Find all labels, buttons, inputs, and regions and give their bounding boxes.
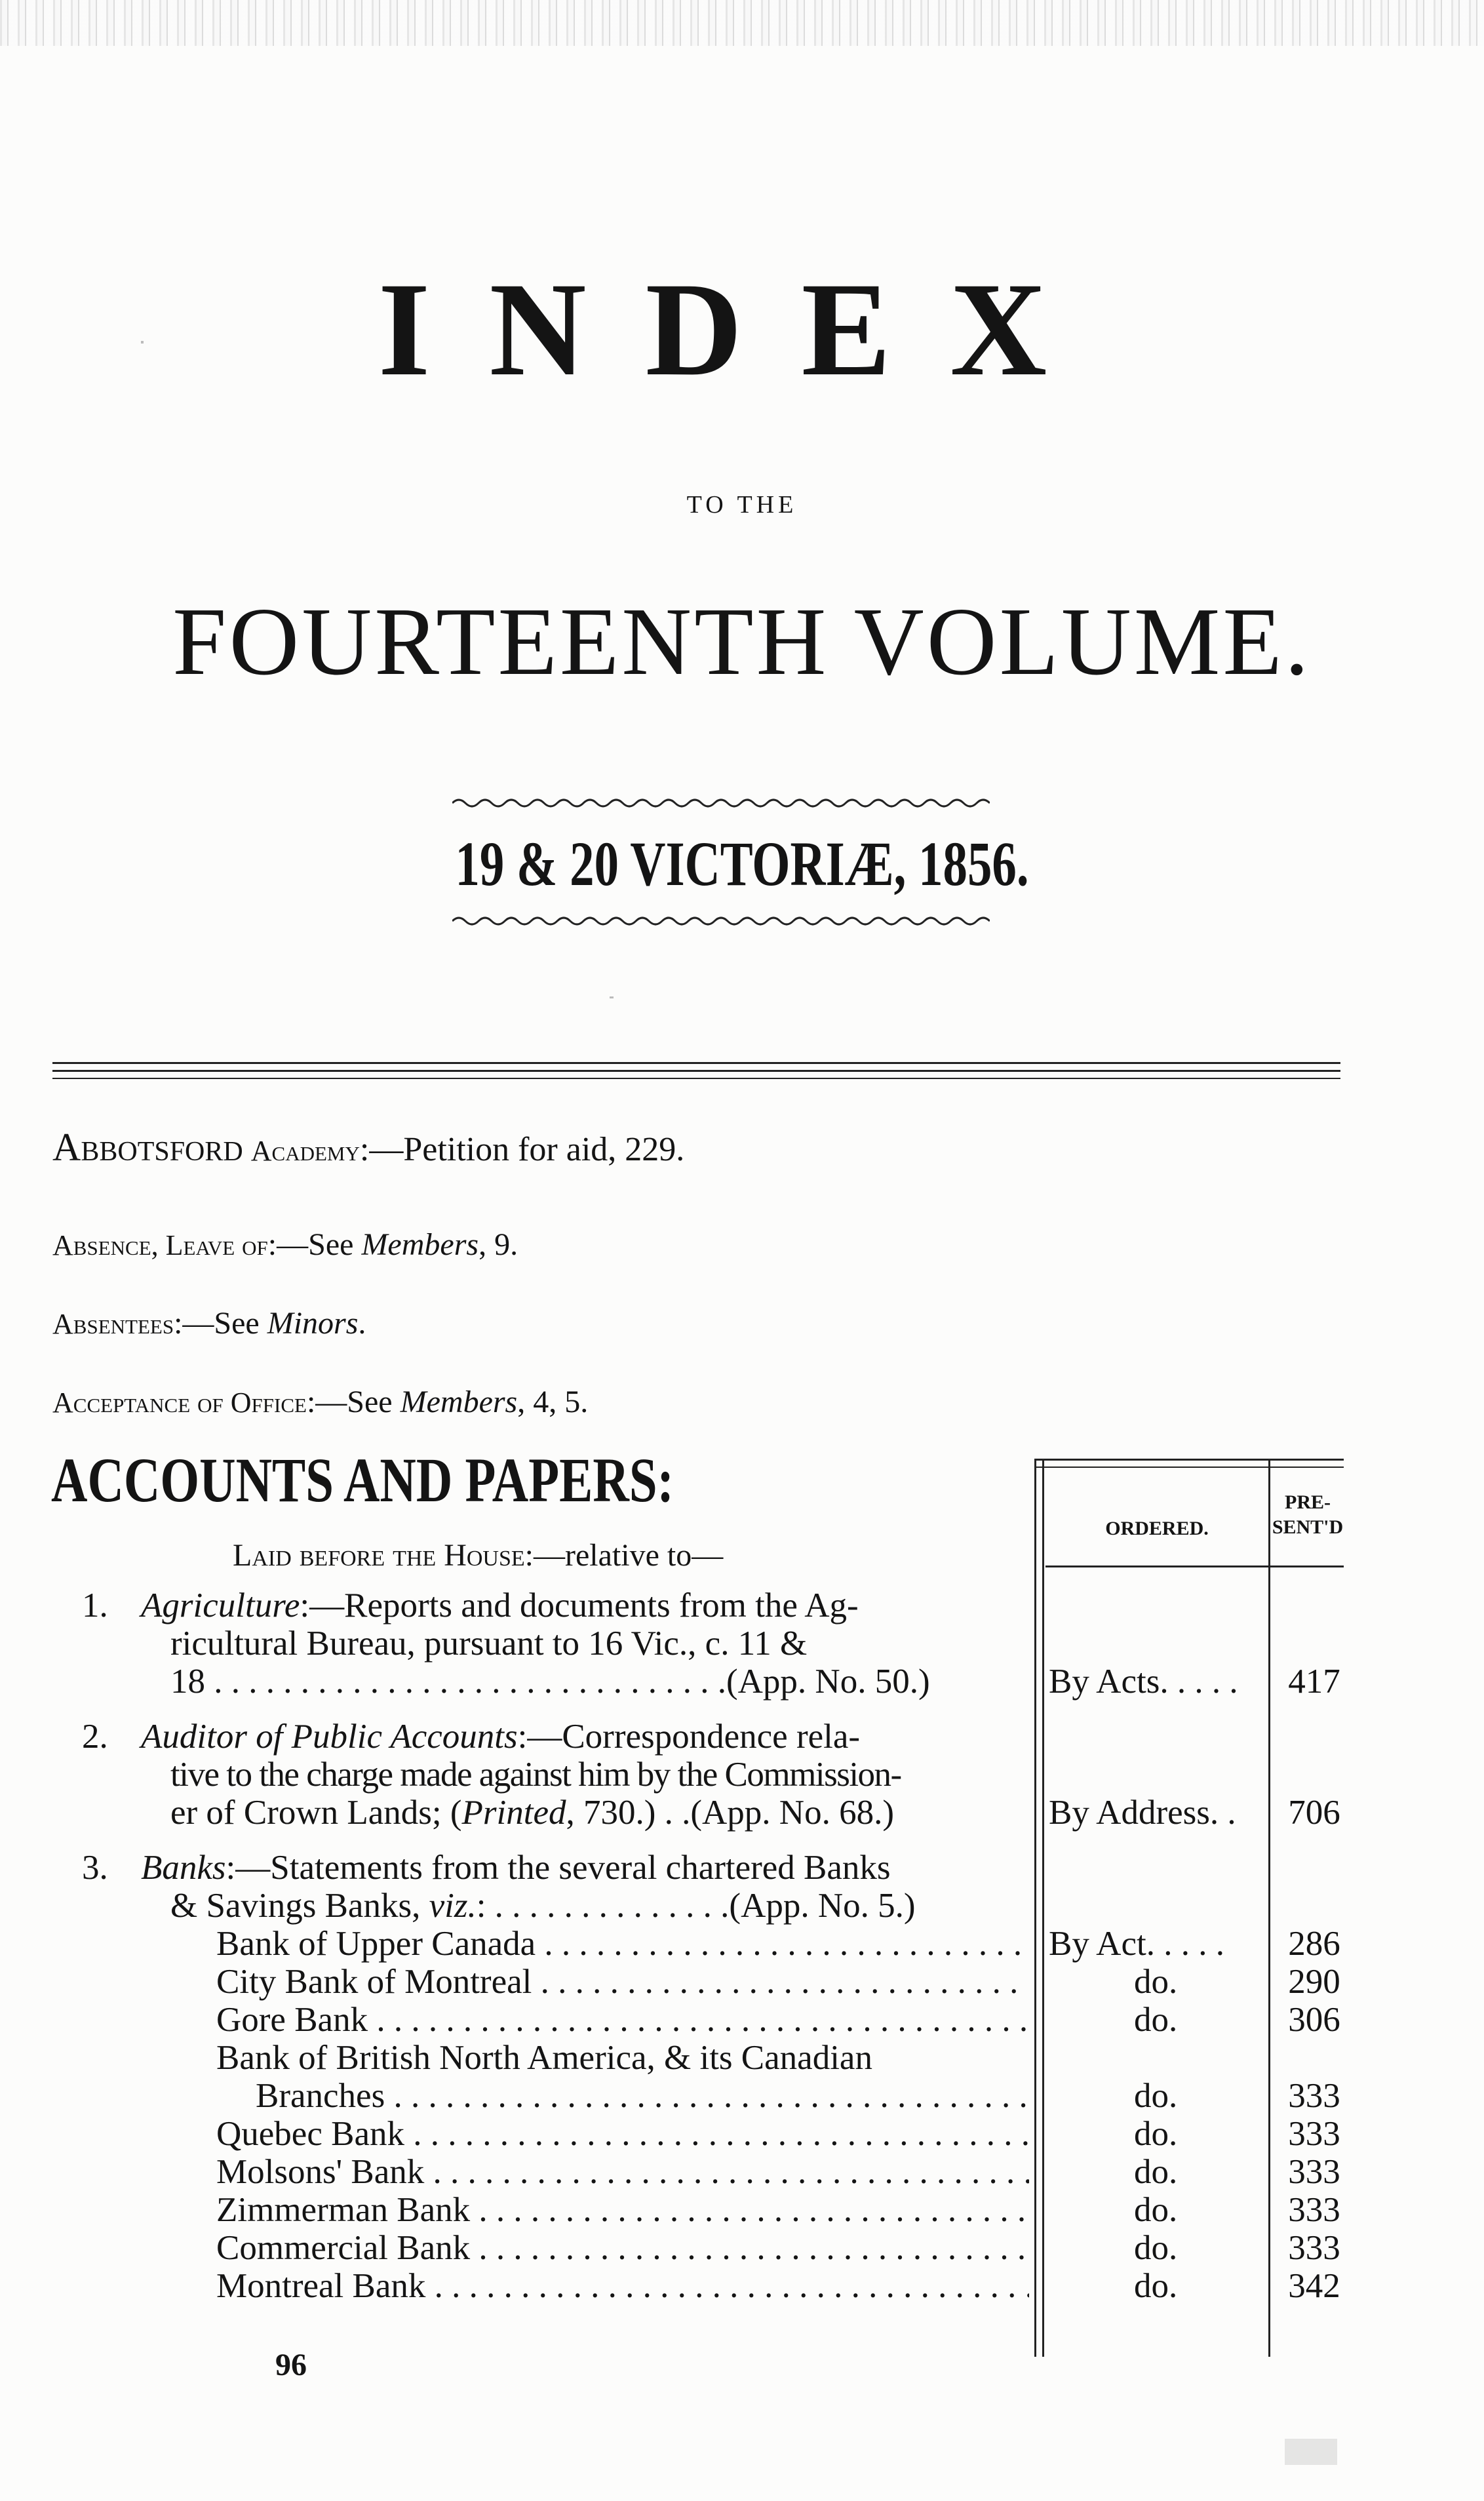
entry-tail: .	[358, 1306, 366, 1341]
entry-absentees	[52, 1308, 366, 1339]
bank-name: Molsons' Bank	[216, 2153, 425, 2191]
bank-ordered: do.	[1134, 1963, 1178, 2001]
bank-name: Bank of Upper Canada	[216, 1925, 536, 1963]
index-title: INDEX	[378, 255, 1106, 404]
item-presented: 706	[1288, 1794, 1340, 1832]
bank-presented: 333	[1288, 2153, 1340, 2191]
bank-name: Bank of British North America, & its Canadian	[216, 2039, 872, 2077]
entry-head: Absence, Leave of	[52, 1229, 268, 1261]
item-viz: viz.	[429, 1887, 477, 1925]
table-head-rule	[1045, 1566, 1344, 1567]
table-vline-mid	[1268, 1459, 1270, 2357]
bank-presented: 333	[1288, 2229, 1340, 2267]
volume-title: FOURTEENTH VOLUME.	[172, 588, 1312, 696]
item-number: 3.	[82, 1849, 108, 1887]
page-number: 96	[275, 2348, 307, 2382]
scan-speck	[1285, 2439, 1337, 2465]
bank-presented: 333	[1288, 2115, 1340, 2153]
bank-presented: 333	[1288, 2191, 1340, 2229]
bank-ordered: do.	[1134, 2001, 1178, 2039]
entry-text: :—Petition for aid, 229.	[359, 1131, 685, 1168]
to-the-label: TO THE	[686, 491, 798, 519]
column-header-presented-1: PRE-	[1285, 1491, 1331, 1513]
entry-head: Acceptance of Office	[52, 1387, 307, 1419]
item-text: :—Reports and documents from the Ag-	[300, 1586, 859, 1625]
bank-presented: 342	[1288, 2267, 1340, 2305]
entry-text: :—See	[267, 1227, 362, 1262]
entry-text: :—See	[174, 1306, 267, 1341]
bank-presented: 290	[1288, 1963, 1340, 2001]
scan-noise-band	[0, 0, 1484, 46]
bank-ordered: do.	[1134, 2229, 1178, 2267]
item-ordered: By Address. .	[1049, 1794, 1236, 1832]
bank-row	[216, 2039, 1029, 2077]
bank-row	[216, 2001, 1029, 2039]
item-agriculture-line3: 18 . . . . . . . . . . . . . . . . . . . . . . . . . . . . . .(App. No. 50.)	[170, 1663, 930, 1701]
laid-before-label: Laid before the House	[233, 1538, 525, 1573]
item-agriculture-line2: ricultural Bureau, pursuant to 16 Vic., c. 11 &	[170, 1625, 808, 1663]
table-vline-left-2	[1042, 1459, 1044, 2357]
bank-name: Commercial Bank	[216, 2229, 471, 2267]
item-banks-line2	[170, 1887, 1029, 1925]
bank-name: Montreal Bank	[216, 2267, 426, 2305]
scan-speck	[141, 341, 144, 344]
item-text: :—Correspondence rela-	[517, 1718, 861, 1756]
item-auditor-line2: tive to the charge made against him by the Commission-	[170, 1756, 901, 1794]
entry-tail: , 9.	[478, 1227, 518, 1262]
bank-row	[216, 2153, 1029, 2191]
table-vline-left-1	[1034, 1459, 1036, 2357]
bank-row	[216, 2229, 1029, 2267]
item-topic: Auditor of Public Accounts	[141, 1718, 518, 1756]
bank-presented: 306	[1288, 2001, 1340, 2039]
entry-ref: Minors	[267, 1306, 359, 1341]
double-rule-2	[52, 1070, 1340, 1072]
entry-absence	[52, 1229, 518, 1261]
entry-abbotsford	[52, 1128, 684, 1167]
item-text: , 730.) . .(App. No. 68.)	[566, 1794, 894, 1832]
bank-row	[256, 2077, 1029, 2115]
bank-ordered: do.	[1134, 2153, 1178, 2191]
bank-row	[216, 2115, 1029, 2153]
item-auditor-line3	[170, 1794, 1029, 1832]
item-presented: 417	[1288, 1663, 1340, 1701]
item-text: er of Crown Lands; (	[170, 1794, 462, 1832]
laid-before-tail: :—relative to—	[524, 1538, 724, 1573]
entry-head: Abbotsford	[52, 1126, 243, 1169]
bank-row	[216, 1925, 1029, 1963]
item-text: : . . . . . . . . . . . . . .(App. No. 5.)	[476, 1887, 916, 1925]
item-number: 1.	[82, 1586, 108, 1625]
bank-ordered: do.	[1134, 2267, 1178, 2305]
item-text: & Savings Banks,	[170, 1887, 429, 1925]
bank-ordered: do.	[1134, 2115, 1178, 2153]
session-title: 19 & 20 VICTORIÆ, 1856.	[455, 829, 1029, 899]
item-topic: Agriculture	[141, 1586, 300, 1625]
bank-ordered: By Act. . . . .	[1049, 1925, 1224, 1963]
wavy-rule-bottom	[452, 915, 990, 928]
bank-row	[216, 1963, 1029, 2001]
item-printed: Printed	[461, 1794, 566, 1832]
double-rule-1	[52, 1062, 1340, 1064]
bank-presented: 333	[1288, 2077, 1340, 2115]
entry-head: Absentees	[52, 1308, 174, 1340]
item-auditor-line1	[141, 1718, 1029, 1756]
accounts-heading: ACCOUNTS AND PAPERS:	[51, 1445, 674, 1515]
bank-name: Quebec Bank	[216, 2115, 404, 2153]
bank-row	[216, 2267, 1029, 2305]
laid-before-line	[233, 1537, 723, 1573]
entry-ref: Members	[361, 1227, 479, 1262]
bank-name: City Bank of Montreal	[216, 1963, 532, 2001]
bank-name: Branches	[256, 2077, 385, 2115]
column-header-ordered: ORDERED.	[1105, 1518, 1209, 1539]
entry-sub: Academy	[250, 1135, 360, 1167]
table-top-rule-2	[1036, 1467, 1344, 1468]
table-top-rule-1	[1036, 1459, 1344, 1461]
entry-text: :—See	[306, 1385, 400, 1419]
scan-speck	[610, 996, 614, 998]
bank-presented: 286	[1288, 1925, 1340, 1963]
item-text: :—Statements from the several chartered Banks	[225, 1849, 891, 1887]
bank-ordered: do.	[1134, 2077, 1178, 2115]
double-rule-3	[52, 1078, 1340, 1079]
bank-row	[216, 2191, 1029, 2229]
item-number: 2.	[82, 1718, 108, 1756]
item-ordered: By Acts. . . . .	[1049, 1663, 1238, 1701]
item-banks-line1	[141, 1849, 1029, 1887]
bank-name: Zimmerman Bank	[216, 2191, 471, 2229]
item-topic: Banks	[141, 1849, 226, 1887]
item-agriculture-line1	[141, 1586, 1029, 1625]
wavy-rule-top	[452, 797, 990, 810]
bank-name: Gore Bank	[216, 2001, 368, 2039]
entry-tail: , 4, 5.	[517, 1385, 589, 1419]
column-header-presented-2: SENT'D	[1272, 1516, 1344, 1538]
entry-acceptance	[52, 1387, 588, 1418]
bank-ordered: do.	[1134, 2191, 1178, 2229]
entry-ref: Members	[400, 1385, 518, 1419]
